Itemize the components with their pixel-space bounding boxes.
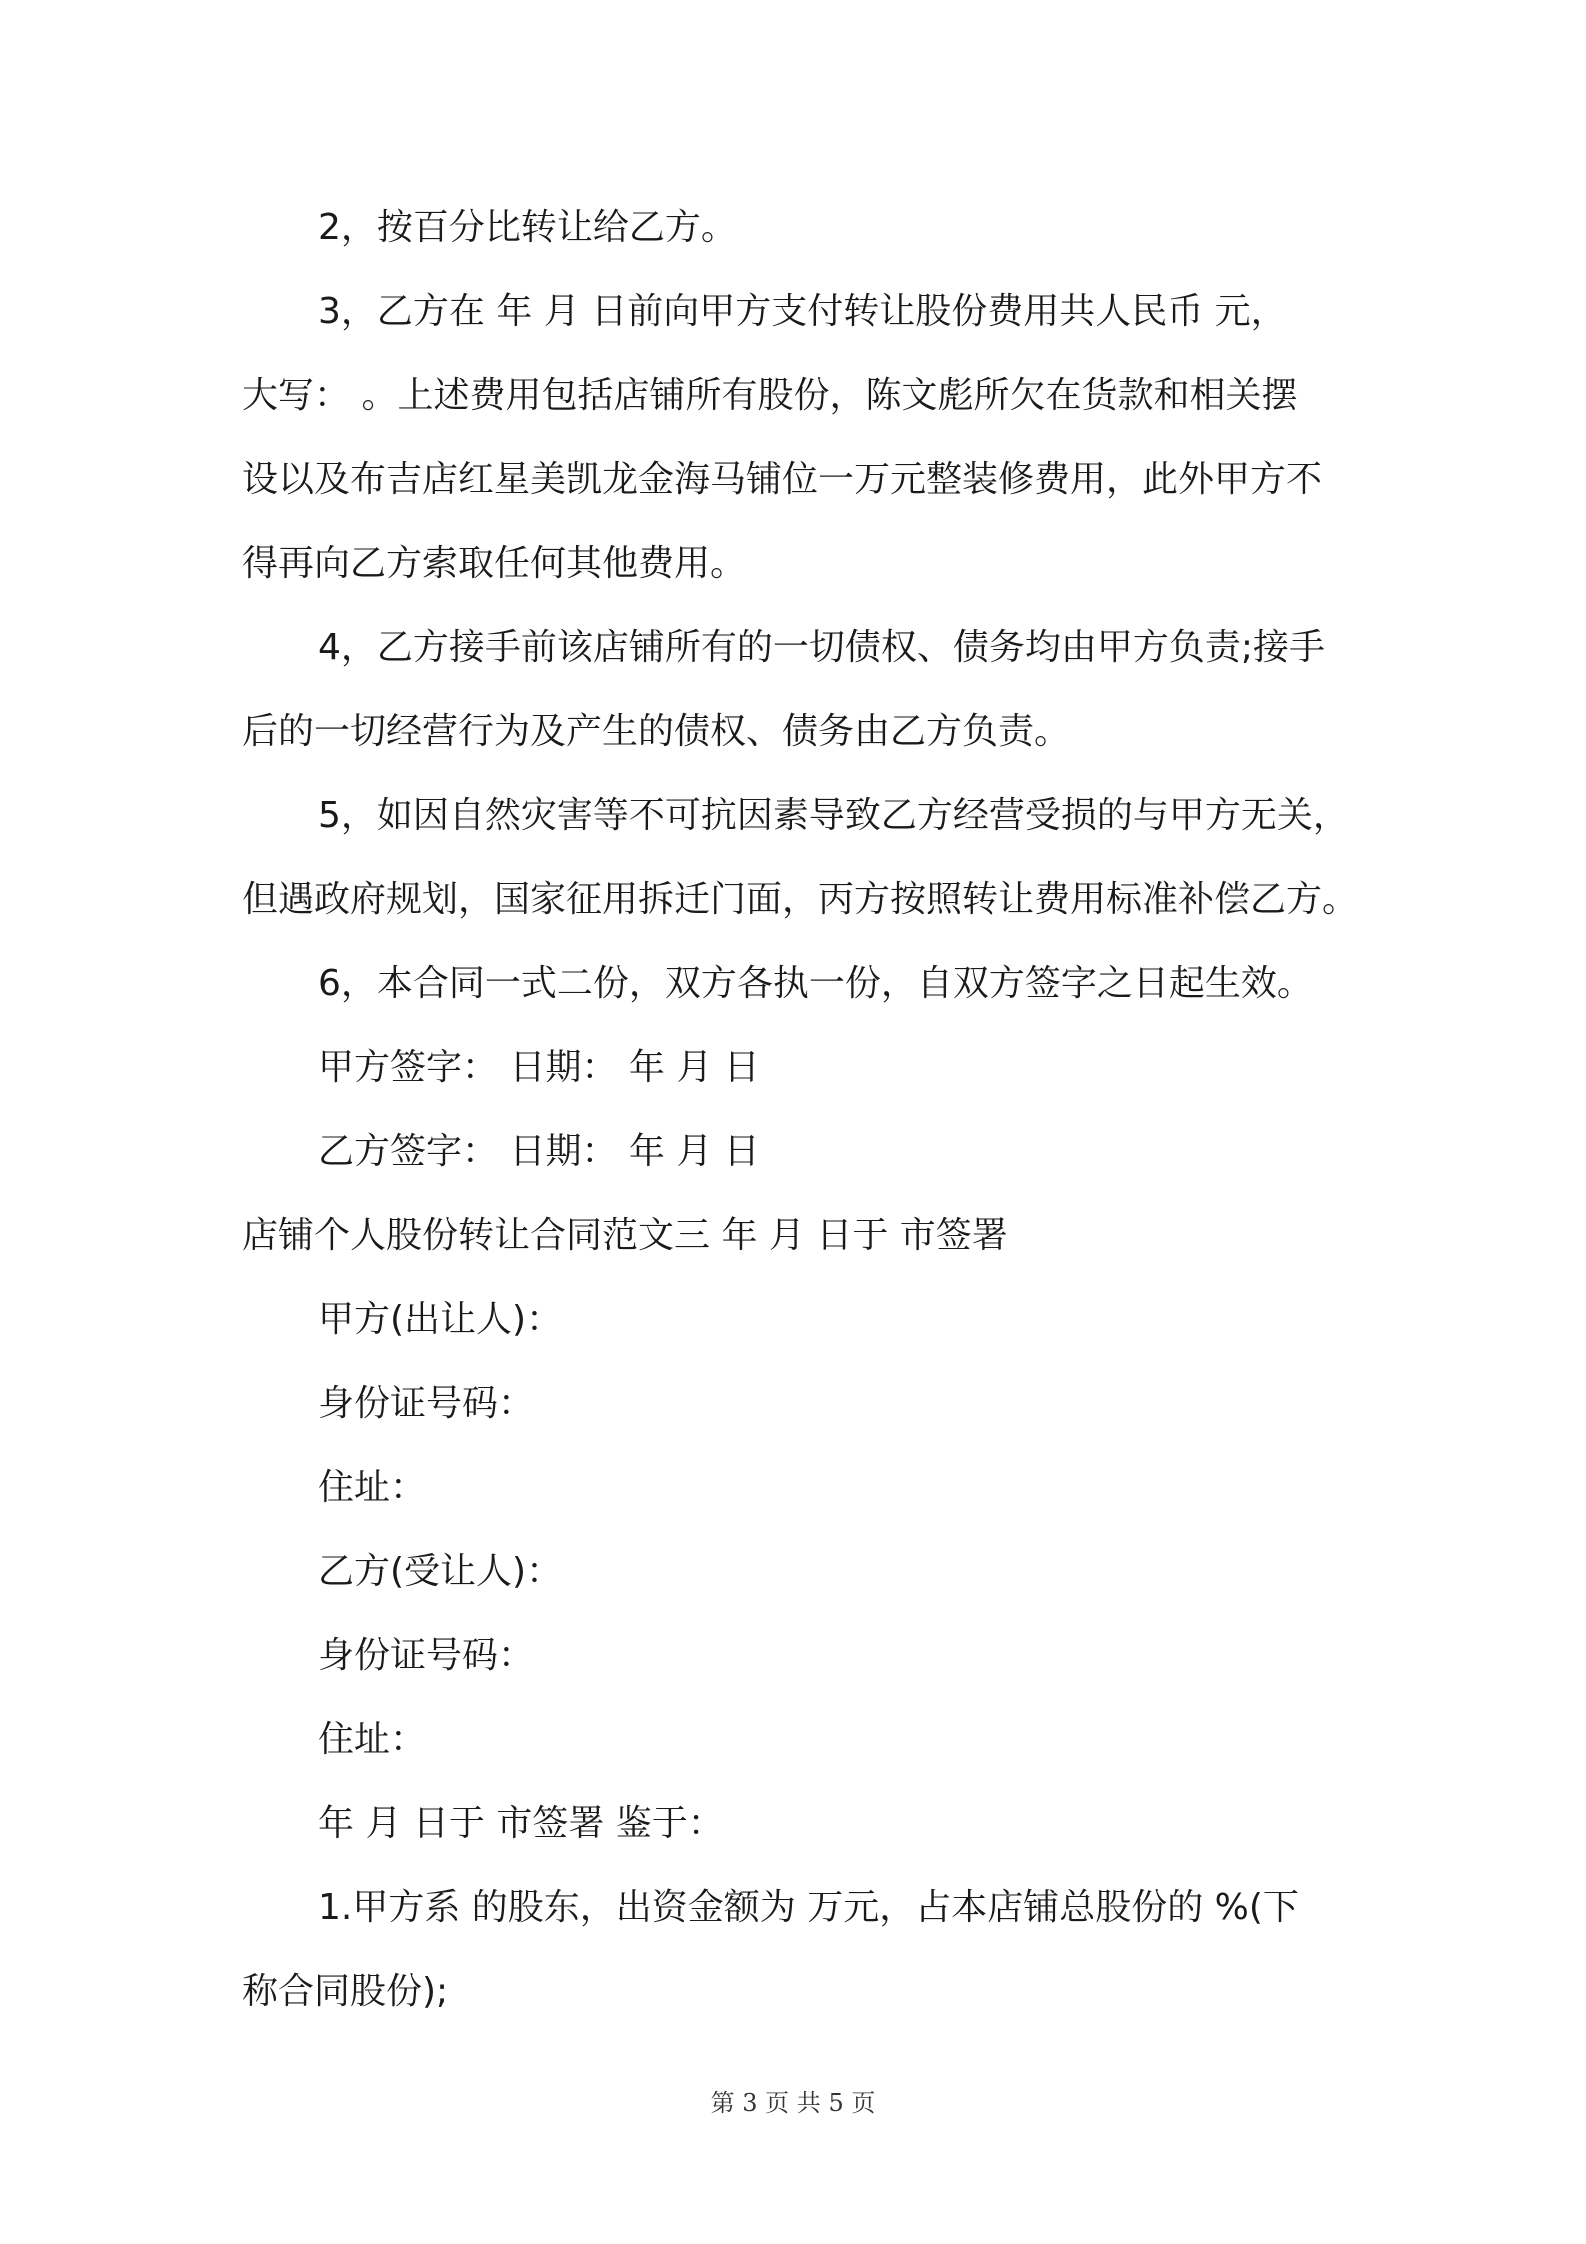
clause-5-line-1: 5，如因自然灾害等不可抗因素导致乙方经营受损的与甲方无关， [318,795,1349,836]
clause-4-line-1: 4，乙方接手前该店铺所有的一切债权、债务均由甲方负责;接手 [318,627,1326,668]
clause-5-line-2: 但遇政府规划，国家征用拆迁门面，丙方按照转让费用标准补偿乙方。 [242,879,1359,920]
party-b-id-label: 身份证号码： [318,1635,535,1676]
clause-3-line-4: 得再向乙方索取任何其他费用。 [242,543,747,584]
page-number-footer: 第 3 页 共 5 页 [710,2089,876,2117]
clause-3-line-3: 设以及布吉店红星美凯龙金海马铺位一万元整装修费用，此外甲方不 [242,459,1323,500]
party-b-address-label: 住址： [318,1719,427,1760]
party-b-signature-line: 乙方签字： 日期： 年 月 日 [318,1131,760,1172]
party-a-label: 甲方(出让人)： [318,1299,563,1340]
clause-3-line-2: 大写： 。上述费用包括店铺所有股份，陈文彪所欠在货款和相关摆 [242,375,1298,416]
recital-1-line-2: 称合同股份); [242,1971,449,2012]
clause-2: 2，按百分比转让给乙方。 [318,207,737,248]
party-a-id-label: 身份证号码： [318,1383,535,1424]
recital-1-line-1: 1.甲方系 的股东，出资金额为 万元，占本店铺总股份的 %(下 [318,1887,1299,1928]
clause-6: 6，本合同一式二份，双方各执一份，自双方签字之日起生效。 [318,963,1313,1004]
party-b-label: 乙方(受让人)： [318,1551,563,1592]
clause-3-line-1: 3，乙方在 年 月 日前向甲方支付转让股份费用共人民币 元， [318,291,1287,332]
signing-date-line: 年 月 日于 市签署 鉴于： [318,1803,724,1844]
party-a-signature-line: 甲方签字： 日期： 年 月 日 [318,1047,760,1088]
party-a-address-label: 住址： [318,1467,427,1508]
clause-4-line-2: 后的一切经营行为及产生的债权、债务由乙方负责。 [242,711,1071,752]
section-title-line: 店铺个人股份转让合同范文三 年 月 日于 市签署 [242,1215,1008,1256]
